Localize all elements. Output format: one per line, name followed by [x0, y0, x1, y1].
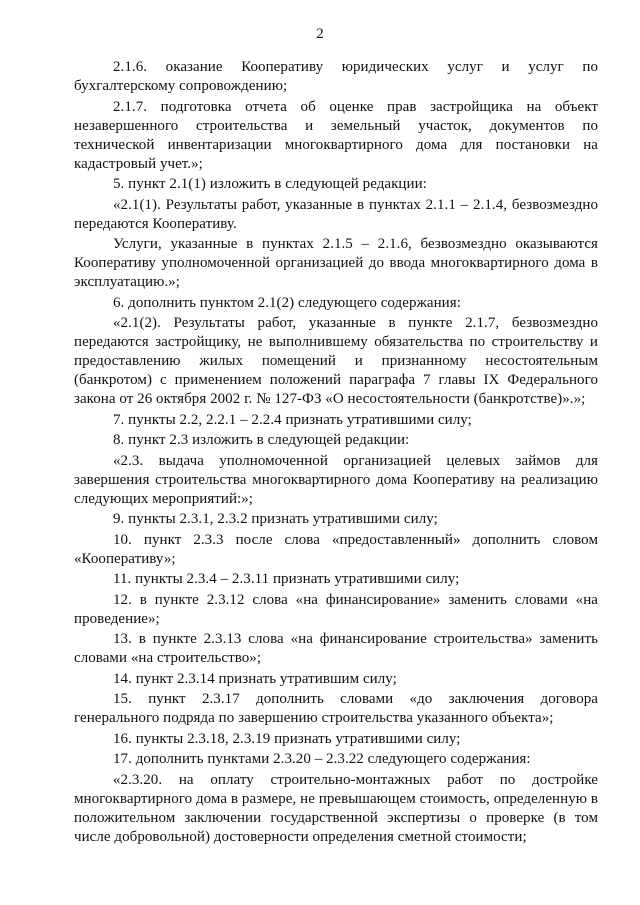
paragraph-item-11: 11. пункты 2.3.4 – 2.3.11 признать утратившими силу;	[113, 571, 460, 587]
paragraph-item-7: 7. пункты 2.2, 2.2.1 – 2.2.4 признать утратившими силу;	[113, 411, 472, 428]
paragraph-item-17: 17. дополнить пунктами 2.3.20 – 2.3.22 следующего содержания:	[113, 751, 531, 767]
paragraph-services: Услуги, указанные в пунктах 2.1.5 – 2.1.6, безвозмездно оказываются Кооперативу уполномоченной организацией до ввода многоквартирного дома в эксплуатацию.»;	[74, 236, 598, 290]
paragraph-item-14: 14. пункт 2.3.14 признать утратившим силу;	[113, 670, 397, 687]
paragraph-item-8: 8. пункт 2.3 изложить в следующей редакции:	[113, 432, 410, 448]
paragraph-item-15: 15. пункт 2.3.17 дополнить словами «до заключения договора генерального подряда по завершению строительства указанного объекта»;	[74, 691, 598, 726]
paragraph-item-12: 12. в пункте 2.3.12 слова «на финансирование» заменить словами «на проведение»;	[74, 591, 598, 627]
paragraph-item-5: 5. пункт 2.1(1) изложить в следующей редакции:	[113, 176, 427, 192]
paragraph-2-1-6: 2.1.6. оказание Кооперативу юридических услуг и услуг по бухгалтерскому сопровождению;	[74, 59, 598, 94]
paragraph-2-1-2-results: «2.1(2). Результаты работ, указанные в пункте 2.1.7, безвозмездно передаются застройщику, не выполнившему обязательства по строительству и предоставлению жилых помещений и признанному несостоятельным (банкротом) с применением положений параграфа 7 главы IX Федерального закона от 26 октября 2002 г. № 127-ФЗ «О несостоятельности (банкротстве)».»;	[74, 315, 598, 407]
paragraph-2-3-20: «2.3.20. на оплату строительно-монтажных работ по достройке многоквартирного дома в размере, не превышающем стоимость, определенную в положительном заключении государственной экспертизы о проверке (в том числе добровольной) достоверности определения сметной стоимости;	[74, 771, 598, 845]
paragraph-2-3-loans: «2.3. выдача уполномоченной организацией целевых займов для завершения строительства многоквартирного дома Кооперативу на реализацию следующих мероприятий:»;	[74, 452, 598, 507]
paragraph-item-13: 13. в пункте 2.3.13 слова «на финансирование строительства» заменить словами «на строительство»;	[74, 631, 598, 666]
paragraph-item-10: 10. пункт 2.3.3 после слова «предоставленный» дополнить словом «Кооперативу»;	[74, 531, 598, 567]
paragraph-item-16: 16. пункты 2.3.18, 2.3.19 признать утратившими силу;	[113, 730, 461, 747]
page-number: 2	[316, 26, 324, 42]
paragraph-2-1-1-results: «2.1(1). Результаты работ, указанные в пунктах 2.1.1 – 2.1.4, безвозмездно передаются Кооперативу.	[74, 196, 598, 232]
paragraph-item-6: 6. дополнить пунктом 2.1(2) следующего содержания:	[113, 294, 461, 311]
paragraph-item-9: 9. пункты 2.3.1, 2.3.2 признать утратившими силу;	[113, 511, 438, 527]
paragraph-2-1-7: 2.1.7. подготовка отчета об оценке прав застройщика на объект незавершенного строительства и земельный участок, документов по технической инвентаризации многоквартирного дома для постановки на кадастровый учет.»;	[74, 98, 598, 172]
document-body	[74, 58, 598, 848]
